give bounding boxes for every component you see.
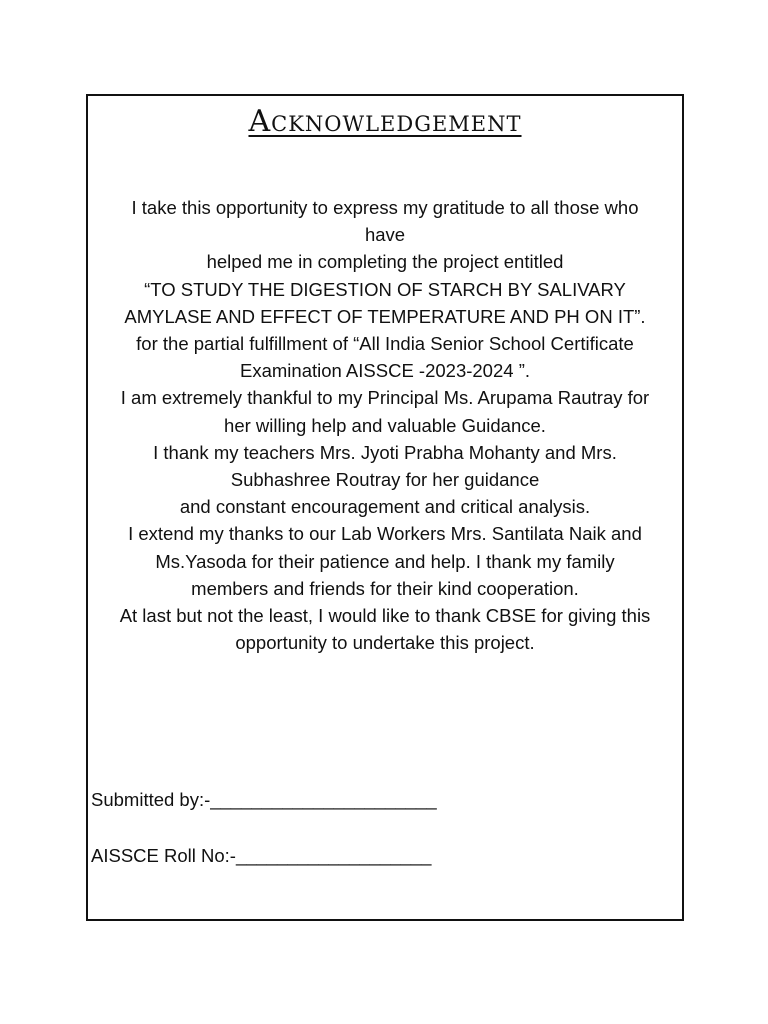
body-line: I extend my thanks to our Lab Workers Mrs. Santilata Naik and <box>128 523 642 545</box>
body-line: and constant encouragement and critical analysis. <box>179 496 591 518</box>
submitted-by-field: Submitted by:-______________________ <box>91 789 437 810</box>
body-line: her willing help and valuable Guidance. <box>224 414 546 436</box>
roll-number-field: AISSCE Roll No:-___________________ <box>91 845 432 866</box>
title-text: Acknowledgement <box>248 104 522 139</box>
body-line: Examination AISSCE -2023-2024 ”. <box>240 360 530 382</box>
acknowledgement-body <box>92 194 678 656</box>
body-line: Ms.Yasoda for their patience and help. I thank my family <box>155 550 615 572</box>
body-line: “TO STUDY THE DIGESTION OF STARCH BY SALIVARY <box>144 278 626 300</box>
body-line: I am extremely thankful to my Principal Ms. Arupama Rautray for <box>120 387 650 409</box>
body-line: AMYLASE AND EFFECT OF TEMPERATURE AND PH ON IT”. <box>124 305 646 327</box>
body-line: I take this opportunity to express my gratitude to all those who <box>131 197 639 218</box>
body-line: for the partial fulfillment of “All India Senior School Certificate <box>136 333 634 355</box>
body-line: opportunity to undertake this project. <box>235 632 535 654</box>
body-line: At last but not the least, I would like to thank CBSE for giving this <box>119 605 651 627</box>
body-line: members and friends for their kind cooperation. <box>191 577 579 599</box>
body-line: I thank my teachers Mrs. Jyoti Prabha Mohanty and Mrs. <box>153 441 617 463</box>
body-line: Subhashree Routray for her guidance <box>230 469 540 491</box>
page-border <box>86 94 684 921</box>
page-title <box>88 102 682 142</box>
body-line: helped me in completing the project entitled <box>206 251 564 273</box>
body-line: have <box>364 224 406 246</box>
